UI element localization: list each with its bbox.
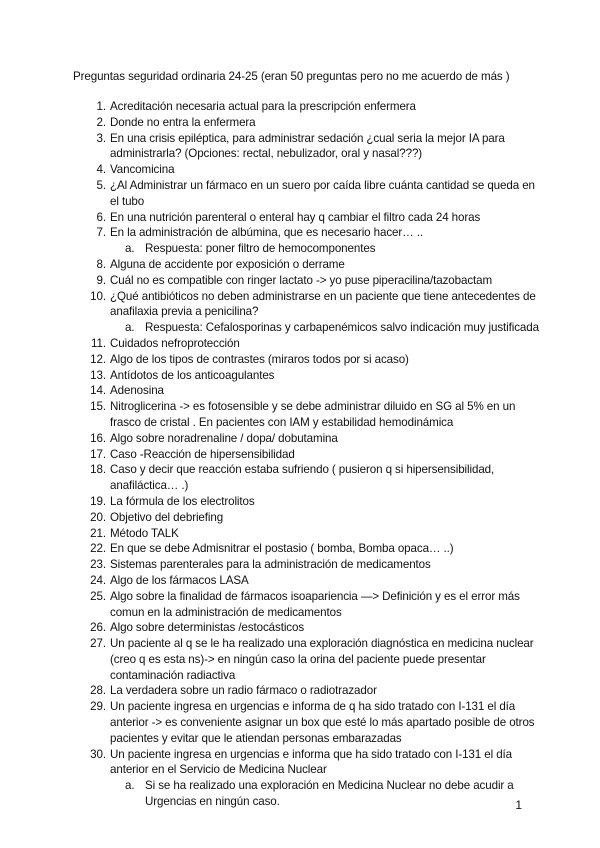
question-number: 5 . xyxy=(73,178,106,194)
question-text: Antídotos de los anticoagulantes xyxy=(110,368,275,382)
question-text: Un paciente al q se le ha realizado una exploración diagnóstica en medicina nuclear (creo q es esta ns)-> en ningún caso la orina del paciente puede presentar contaminación radiactiva xyxy=(110,637,534,682)
question-text: Cuidados nefroprotección xyxy=(110,336,240,350)
question-text: En una crisis epiléptica, para administrar sedación ¿cual seria la mejor IA para administrarla? (Opciones: rectal, nebulizador, oral y nasal???) xyxy=(110,131,505,161)
question-number: 12 . xyxy=(73,352,106,368)
question-text: Nitroglicerina -> es fotosensible y se debe administrar diluido en SG al 5% en un frasco de cristal . En pacientes con IAM y estabilidad hemodinámica xyxy=(110,400,516,429)
question-item xyxy=(73,447,543,463)
question-number: 6 . xyxy=(73,210,106,226)
question-number: 25 . xyxy=(73,589,106,605)
question-item xyxy=(73,636,543,683)
question-text: Cuál no es compatible con ringer lactato -> yo puse piperacilina/tazobactam xyxy=(110,273,493,287)
question-text: La verdadera sobre un radio fármaco o radiotrazador xyxy=(110,684,377,698)
question-number: 16 . xyxy=(73,431,106,447)
question-item xyxy=(73,462,543,494)
question-text: Un paciente ingresa en urgencias e informa de q ha sido tratado con I-131 el día anterior -> es conveniente asignar un box que esté lo más apartado posible de otros pacientes y evitar que le atiendan personas embarazadas xyxy=(110,700,535,745)
subitem-text: Respuesta: Cefalosporinas y carbapenémicos salvo indicación muy justificada xyxy=(145,321,539,335)
question-text: En la administración de albúmina, que es necesario hacer… .. xyxy=(110,226,424,240)
question-number: 22 . xyxy=(73,541,106,557)
subitem-text: Respuesta: poner filtro de hemocomponentes xyxy=(145,242,376,256)
question-number: 23 . xyxy=(73,557,106,573)
question-item xyxy=(73,352,543,368)
question-text: Sistemas parenterales para la administración de medicamentos xyxy=(110,558,431,572)
question-text: Método TALK xyxy=(110,526,179,540)
question-number: 9 . xyxy=(73,273,106,289)
question-item xyxy=(73,510,543,526)
question-item xyxy=(73,273,543,289)
question-text: Algo sobre la finalidad de fármacos isoapariencia —> Definición y es el error más comun en la administración de medicamentos xyxy=(110,589,520,619)
question-text: En una nutrición parenteral o enteral hay q cambiar el filtro cada 24 horas xyxy=(110,210,481,224)
question-text: Caso y decir que reacción estaba sufriendo ( pusieron q si hipersensibilidad, anafiláctica… .) xyxy=(110,463,495,493)
question-item xyxy=(73,99,543,115)
question-text: Alguna de accidente por exposición o derrame xyxy=(110,257,345,271)
question-number: 27 . xyxy=(73,636,106,652)
question-item xyxy=(73,620,543,636)
question-text: Donde no entra la enfermera xyxy=(110,115,256,129)
question-number: 19 . xyxy=(73,494,106,510)
document-title: Preguntas seguridad ordinaria 24-25 (eran 50 preguntas pero no me acuerdo de más ) xyxy=(73,70,510,83)
question-item xyxy=(73,589,543,621)
question-list xyxy=(73,99,543,810)
question-text: ¿Qué antibióticos no deben administrarse en un paciente que tiene antecedentes de anafilaxia previa a penicilina? xyxy=(110,289,536,319)
question-number: 11 . xyxy=(73,336,106,352)
page-number: 1 xyxy=(515,798,522,812)
question-item xyxy=(73,573,543,589)
question-item xyxy=(73,383,543,399)
question-item xyxy=(73,178,543,210)
answer-subitem xyxy=(73,320,543,336)
subitem-letter: a . xyxy=(125,778,134,794)
question-item xyxy=(73,115,543,131)
question-text: Algo sobre noradrenaline / dopa/ dobutamina xyxy=(110,431,338,445)
question-number: 10 . xyxy=(73,289,106,305)
question-item xyxy=(73,162,543,178)
question-number: 8 . xyxy=(73,257,106,273)
question-item xyxy=(73,494,543,510)
question-number: 15 . xyxy=(73,399,106,415)
question-number: 1 . xyxy=(73,99,106,115)
question-number: 21 . xyxy=(73,526,106,542)
question-number: 24 . xyxy=(73,573,106,589)
question-number: 18 . xyxy=(73,462,106,478)
question-item xyxy=(73,225,543,241)
question-item xyxy=(73,131,543,163)
question-text: Vancomicina xyxy=(110,163,175,177)
question-item xyxy=(73,289,543,321)
question-number: 2 . xyxy=(73,115,106,131)
question-item xyxy=(73,557,543,573)
question-number: 20 . xyxy=(73,510,106,526)
question-number: 29 . xyxy=(73,699,106,715)
question-text: Objetivo del debriefing xyxy=(110,510,224,524)
question-item xyxy=(73,683,543,699)
question-number: 4 . xyxy=(73,162,106,178)
question-number: 13 . xyxy=(73,368,106,384)
subitem-letter: a . xyxy=(125,320,134,336)
question-item xyxy=(73,431,543,447)
question-text: Adenosina xyxy=(110,384,164,398)
question-number: 3 . xyxy=(73,131,106,147)
question-number: 28 . xyxy=(73,683,106,699)
question-item xyxy=(73,747,543,779)
question-item xyxy=(73,257,543,273)
answer-subitem xyxy=(73,778,543,810)
question-item xyxy=(73,210,543,226)
question-item xyxy=(73,368,543,384)
question-text: Un paciente ingresa en urgencias e informa que ha sido tratado con I-131 el día anterior en el Servicio de Medicina Nuclear xyxy=(110,747,513,777)
question-text: La fórmula de los electrolitos xyxy=(110,494,255,508)
question-text: En que se debe Admisnitrar el postasio ( bomba, Bomba opaca… ..) xyxy=(110,542,454,556)
question-number: 14 . xyxy=(73,383,106,399)
answer-subitem xyxy=(73,241,543,257)
question-text: Algo de los tipos de contrastes (miraros todos por si acaso) xyxy=(110,352,409,366)
subitem-text: Si se ha realizado una exploración en Medicina Nuclear no debe acudir a Urgencias en ningún caso. xyxy=(145,779,514,809)
question-item xyxy=(73,336,543,352)
question-number: 17 . xyxy=(73,447,106,463)
question-number: 30 . xyxy=(73,747,106,763)
question-item xyxy=(73,541,543,557)
question-text: Algo de los fármacos LASA xyxy=(110,573,249,587)
question-item xyxy=(73,699,543,746)
question-text: ¿Al Administrar un fármaco en un suero por caída libre cuánta cantidad se queda en el tubo xyxy=(110,178,535,208)
question-text: Acreditación necesaria actual para la prescripción enfermera xyxy=(110,100,416,113)
question-text: Caso -Reacción de hipersensibilidad xyxy=(110,447,295,461)
question-item xyxy=(73,526,543,542)
question-item xyxy=(73,399,543,431)
question-number: 7 . xyxy=(73,225,106,241)
question-text: Algo sobre deterministas /estocásticos xyxy=(110,621,305,635)
question-number: 26 . xyxy=(73,620,106,636)
subitem-letter: a . xyxy=(125,241,134,257)
